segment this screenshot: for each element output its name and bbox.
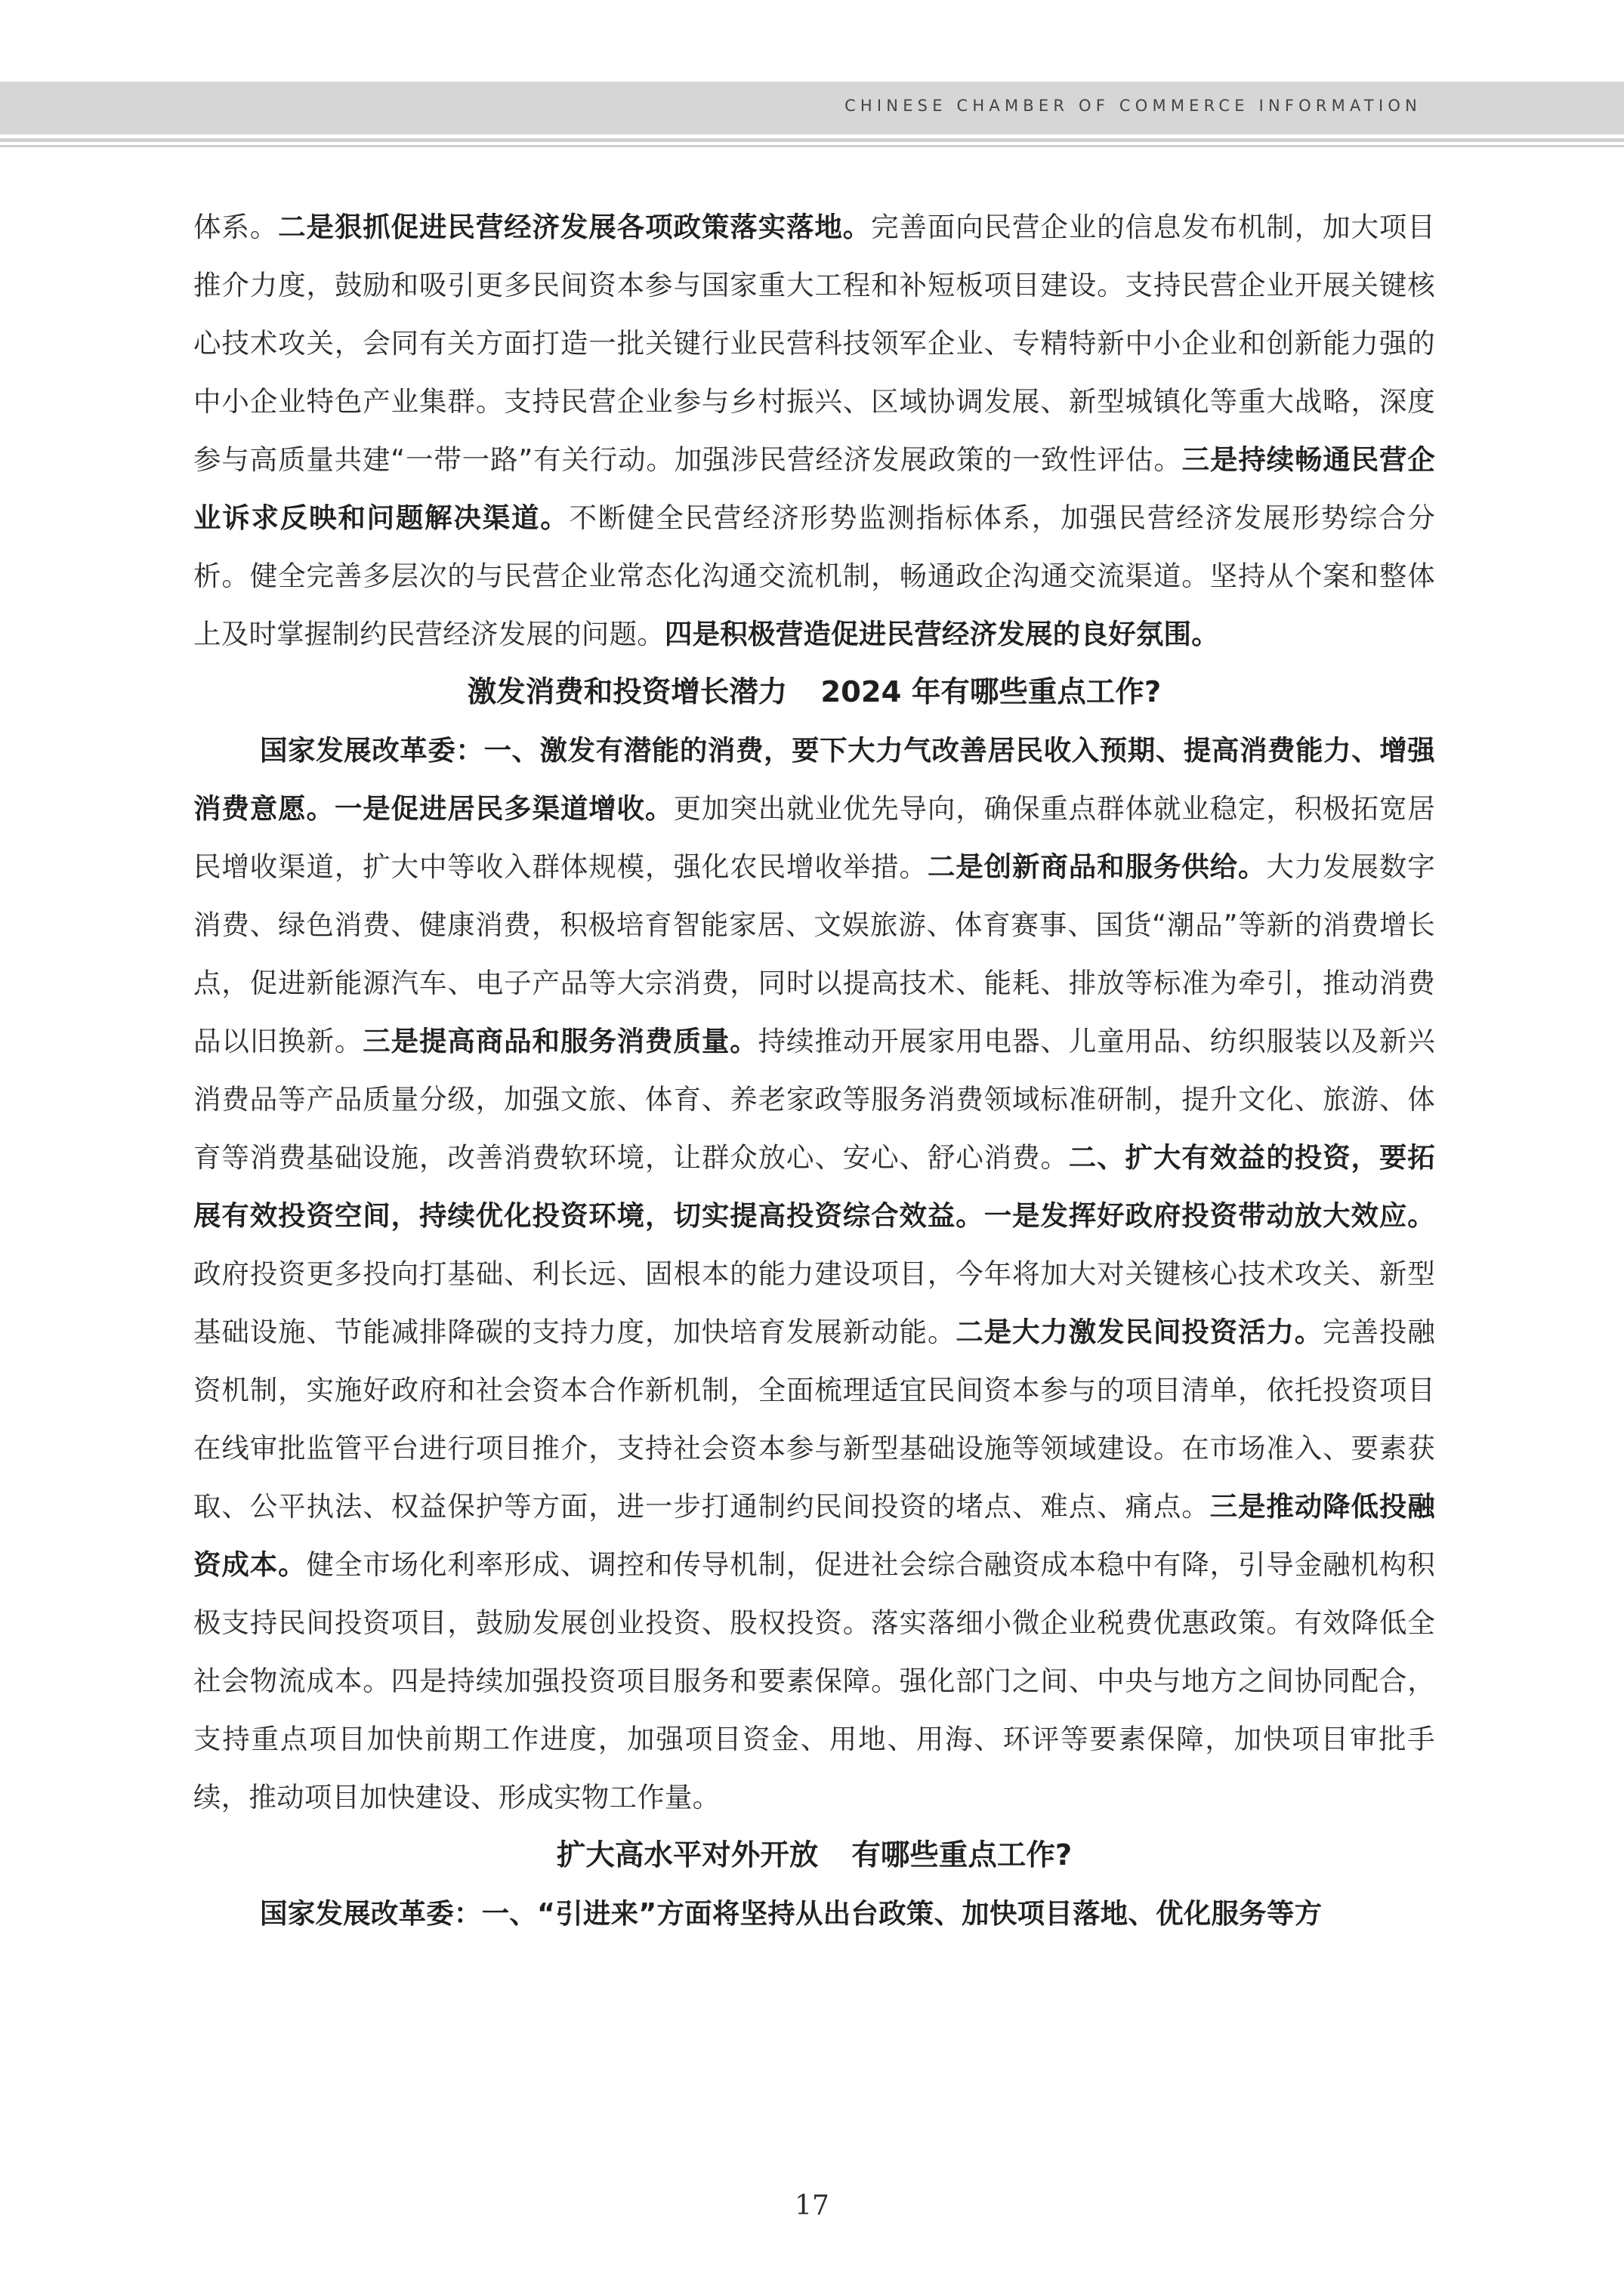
text-run: 大力发展数字消费、绿色消费、健康消费，积极培育智能家居、文娱旅游、体育赛事、国货“潮品”等新的消费增长点，促进新能源汽车、电子产品等大宗消费，同时以提高技术、能耗、排放等标准为牵引，推动消费品以旧换新。 (193, 850, 1436, 1057)
section-paragraph-opening-up (193, 1884, 1435, 1943)
emphasis-run: 国家发展改革委：一、“引进来”方面将坚持从出台政策、加快项目落地、优化服务等方 (260, 1897, 1323, 1930)
article-body (193, 198, 1435, 1943)
section-heading-consumption-investment (193, 663, 1435, 721)
text-run: 更加突出就业优先导向，确保重点群体就业稳定，积极拓宽居民增收渠道，扩大中等收入群体规模，强化农民增收举措。 (193, 792, 1436, 883)
emphasis-run: 二是狠抓促进民营经济发展各项政策落实落地。 (278, 211, 872, 243)
text-run: 持续推动开展家用电器、儿童用品、纺织服装以及新兴消费品等产品质量分级，加强文旅、体育、养老家政等服务消费领域标准研制，提升文化、旅游、体育等消费基础设施，改善消费软环境，让群众放心、安心、舒心消费。 (193, 1025, 1435, 1174)
emphasis-run: 二、扩大有效益的投资，要拓展有效投资空间，持续优化投资环境，切实提高投资综合效益。一是发挥好政府投资带动放大效应。 (193, 1141, 1435, 1232)
heading-part-b: 2024 年有哪些重点工作? (820, 675, 1162, 709)
text-run: 政府投资更多投向打基础、利长远、固根本的能力建设项目，今年将加大对关键核心技术攻关、新型基础设施、节能减排降碳的支持力度，加快培育发展新动能。 (193, 1258, 1435, 1348)
heading-part-a: 激发消费和投资增长潜力 (467, 675, 788, 709)
emphasis-run: 国家发展改革委：一、激发有潜能的消费，要下大力气改善居民收入预期、提高消费能力、增强消费意愿。一是促进居民多渠道增收。 (193, 734, 1435, 825)
emphasis-run: 四是积极营造促进民营经济发展的良好氛围。 (664, 618, 1219, 650)
emphasis-run: 三是持续畅通民营企业诉求反映和问题解决渠道。 (193, 443, 1435, 534)
text-run: 健全市场化利率形成、调控和传导机制，促进社会综合融资成本稳中有降，引导金融机构积极支持民间投资项目，鼓励发展创业投资、股权投资。落实落细小微企业税费优惠政策。有效降低全社会物流成本。四是持续加强投资项目服务和要素保障。强化部门之间、中央与地方之间协同配合，支持重点项目加快前期工作进度，加强项目资金、用地、用海、环评等要素保障，加快项目审批手续，推动项目加快建设、形成实物工作量。 (193, 1548, 1435, 1813)
text-run: 体系。 (193, 211, 279, 243)
running-header: CHINESE CHAMBER OF COMMERCE INFORMATION (844, 97, 1422, 115)
heading-part-a: 扩大高水平对外开放 (556, 1838, 819, 1872)
emphasis-run: 二是大力激发民间投资活力。 (956, 1316, 1323, 1348)
section-paragraph-consumption-investment (193, 721, 1435, 1826)
text-run: 不断健全民营经济形势监测指标体系，加强民营经济发展形势综合分析。健全完善多层次的与民营企业常态化沟通交流机制，畅通政企沟通交流渠道。坚持从个案和整体上及时掌握制约民营经济发展的问题。 (193, 501, 1435, 650)
header-rule (0, 138, 1624, 142)
section-heading-opening-up (193, 1826, 1435, 1884)
text-run: 完善面向民营企业的信息发布机制，加大项目推介力度，鼓励和吸引更多民间资本参与国家重大工程和补短板项目建设。支持民营企业开展关键核心技术攻关，会同有关方面打造一批关键行业民营科技领军企业、专精特新中小企业和创新能力强的中小企业特色产业集群。支持民营企业参与乡村振兴、区域协调发展、新型城镇化等重大战略，深度参与高质量共建“一带一路”有关行动。加强涉民营经济发展政策的一致性评估。 (193, 211, 1436, 476)
text-run: 完善投融资机制，实施好政府和社会资本合作新机制，全面梳理适宜民间资本参与的项目清单，依托投资项目在线审批监管平台进行项目推介，支持社会资本参与新型基础设施等领域建设。在市场准入、要素获取、公平执法、权益保护等方面，进一步打通制约民间投资的堵点、难点、痛点。 (193, 1316, 1435, 1523)
heading-part-b: 有哪些重点工作? (851, 1838, 1073, 1872)
emphasis-run: 三是推动降低投融资成本。 (193, 1490, 1435, 1581)
emphasis-run: 三是提高商品和服务消费质量。 (363, 1025, 758, 1057)
header-rule-thin (0, 145, 1624, 147)
intro-paragraph (193, 198, 1435, 663)
page-number: 17 (795, 2190, 829, 2221)
emphasis-run: 二是创新商品和服务供给。 (927, 850, 1267, 883)
